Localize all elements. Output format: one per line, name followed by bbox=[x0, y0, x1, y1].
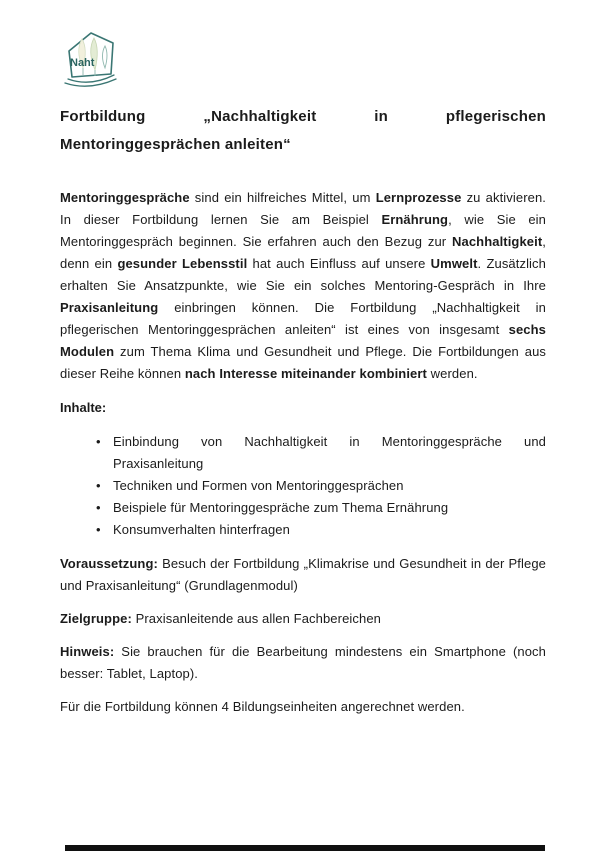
bold-text-run: Zielgruppe: bbox=[60, 611, 132, 626]
text-run: , wie Sie ein Mentoringgespräch beginnen. Sie erfahren auch den Bezug zur bbox=[60, 212, 546, 249]
text-run: zum Thema Klima und Gesundheit und Pflege. Die Fortbildungen aus dieser Reihe können bbox=[60, 344, 546, 381]
info-paragraph bbox=[60, 641, 546, 685]
info-paragraph bbox=[60, 696, 546, 718]
bold-text-run: Ernährung bbox=[381, 212, 449, 227]
text-run: hat auch Einfluss auf unsere bbox=[247, 256, 431, 271]
text-run: werden. bbox=[426, 366, 478, 381]
bold-text-run: gesunder Lebensstil bbox=[117, 256, 248, 271]
inhalte-heading: Inhalte: bbox=[60, 400, 107, 415]
bold-text-run: Mentoringgespräche bbox=[60, 190, 190, 205]
logo-text: Naht bbox=[70, 57, 95, 69]
list-item: • Techniken und Formen von Mentoringgesprächen bbox=[60, 475, 546, 497]
bold-text-run: Lernprozesse bbox=[375, 190, 462, 205]
document-content bbox=[60, 30, 546, 729]
text-run: Sie brauchen für die Bearbeitung mindestens ein Smartphone (noch besser: Tablet, Laptop). bbox=[60, 644, 546, 681]
info-paragraph bbox=[60, 553, 546, 597]
bold-text-run: Nachhaltigkeit bbox=[452, 234, 543, 249]
info-paragraphs bbox=[60, 553, 546, 718]
text-run: einbringen können. Die Fortbildung „Nachhaltigkeit in pflegerischen Mentoringgesprächen anleiten“ ist eines von insgesamt bbox=[60, 300, 546, 337]
list-item: • Konsumverhalten hinterfragen bbox=[60, 519, 546, 541]
text-run: , denn ein bbox=[60, 234, 546, 271]
bold-text-run: sechs Modulen bbox=[60, 322, 546, 359]
text-run: Für die Fortbildung können 4 Bildungseinheiten angerechnet werden. bbox=[60, 699, 465, 714]
list-item: • Beispiele für Mentoringgespräche zum Thema Ernährung bbox=[60, 497, 546, 519]
bold-text-run: Voraussetzung: bbox=[60, 556, 158, 571]
bold-text-run: nach Interesse miteinander kombiniert bbox=[184, 366, 427, 381]
list-item: • Einbindung von Nachhaltigkeit in Mentoringgespräche und Praxisanleitung bbox=[60, 431, 546, 475]
text-run: . Zusätzlich erhalten Sie Ansatzpunkte, wie Sie ein solches Mentoring-Gespräch in Ihre bbox=[60, 256, 546, 293]
bold-text-run: Praxisanleitung bbox=[60, 300, 159, 315]
intro-paragraph bbox=[60, 187, 546, 385]
text-run: sind ein hilfreiches Mittel, um bbox=[189, 190, 376, 205]
inhalte-list bbox=[60, 431, 546, 541]
house-trees-logo-icon bbox=[60, 30, 122, 90]
naht-logo bbox=[60, 30, 122, 90]
bold-text-run: Hinweis: bbox=[60, 644, 115, 659]
text-run: Besuch der Fortbildung „Klimakrise und Gesundheit in der Pflege und Praxisanleitung“ (Grundlagenmodul) bbox=[60, 556, 546, 593]
text-run: zu aktivieren. In dieser Fortbildung lernen Sie am Beispiel bbox=[60, 190, 546, 227]
info-paragraph bbox=[60, 608, 546, 630]
footer-bar bbox=[65, 845, 545, 851]
text-run: Praxisanleitende aus allen Fachbereichen bbox=[131, 611, 381, 626]
bold-text-run: Umwelt bbox=[430, 256, 478, 271]
document-title: Fortbildung „Nachhaltigkeit in pflegerischen Mentoringgesprächen anleiten“ bbox=[60, 108, 546, 153]
